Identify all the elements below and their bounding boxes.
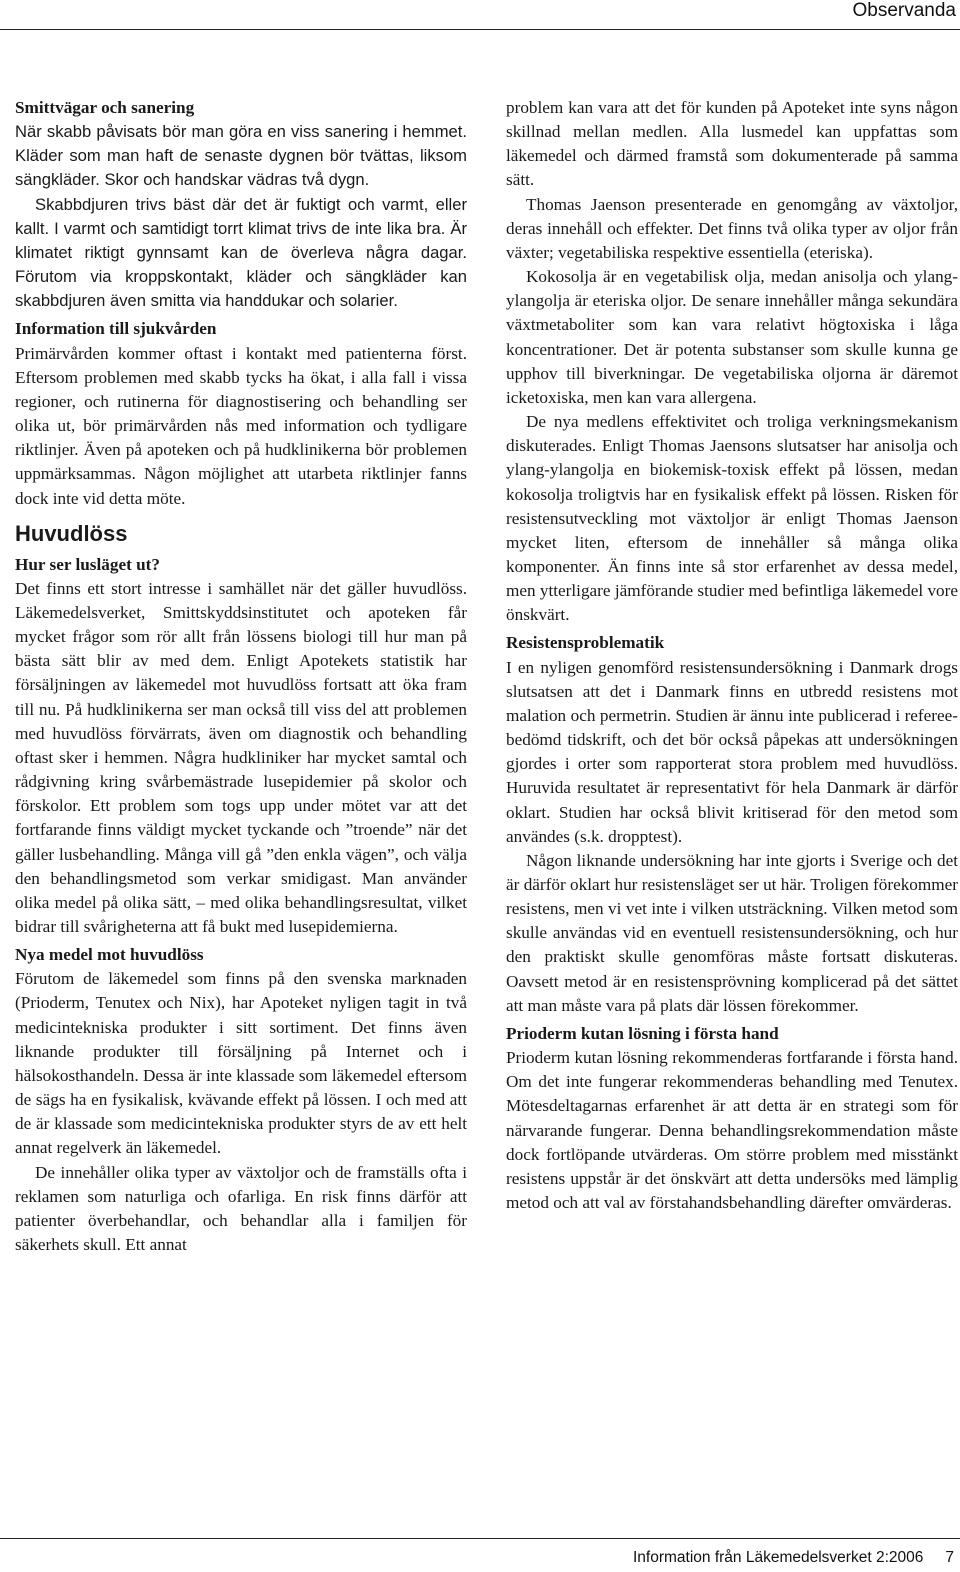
right-column <box>506 96 958 1215</box>
paragraph: Prioderm kutan lösning rekommenderas fortfarande i första hand. Om det inte fungerar rekommenderas behandling med Tenutex. Mötesdeltagarnas erfarenhet är att detta är en strategi som för närvarande fungerar. Denna behandlingsrekommendation måste dock fortlöpande utvärderas. Om större problem med misstänkt resistens uppstår är det önskvärt att detta undersöks med lämplig metod och att val av förstahandsbehandling därefter omvärderas. <box>506 1048 958 1213</box>
heading-prioderm: Prioderm kutan lösning i första hand <box>506 1023 779 1043</box>
paragraph: De innehåller olika typer av växtoljor och de framställs ofta i reklamen som naturliga och ofarliga. En risk finns därför att patienter överbehandlar, och behandlar alla i familjen för säkerhets skull. Ett annat <box>15 1162 467 1255</box>
footer-rule <box>0 1538 960 1539</box>
paragraph: Thomas Jaenson presenterade en genomgång av växtoljor, deras innehåll och effekter. Det finns två olika typer av oljor från växter; vegetabiliska respektive essentiella (eteriska). <box>506 194 958 262</box>
paragraph: Kokosolja är en vegetabilisk olja, medan anisolja och ylang-ylangolja är eteriska oljor. De senare innehåller många sekundära växtmetaboliter som kan vara relativt högtoxiska i låga koncentrationer. Det är potenta substanser som skulle kunna ge upphov till biverkningar. De vegetabiliska oljorna är däremot icketoxiska, men kan vara allergena. <box>506 267 958 407</box>
heading-smittvagar: Smittvägar och sanering <box>15 98 195 117</box>
heading-information-sjukvarden: Information till sjukvården <box>15 319 217 339</box>
page-footer <box>633 1549 954 1567</box>
section-label: Observanda <box>852 0 956 21</box>
paragraph: Förutom de läkemedel som finns på den svenska marknaden (Prioderm, Tenutex och Nix), har Apoteket nyligen tagit in två medicintekniska produkter i sitt sortiment. Det finns även liknande produkter till försäljning på Internet och i hälsokosthandeln. Dessa är inte klassade som läkemedel eftersom de sägs ha en fysikalisk, kvävande effekt på lössen. I och med att de är klassade som medicintekniska produkter styrs de av ett helt annat regelverk än läkemedel. <box>15 969 467 1158</box>
paragraph: I en nyligen genomförd resistensundersökning i Danmark drogs slutsatsen att det i Danmark finns en utbredd resistens mot malation och permetrin. Studien är ännu inte publicerad i referee-bedömd tidskrift, och det bör också påpekas att undersökningen gjordes i orter som rapporterat stora problem med huvudlöss. Huruvida resultatet är representativt för hela Danmark är därför oklart. Studien har också blivit kritiserad för den metod som användes (s.k. dropptest). <box>506 657 958 846</box>
page-number: 7 <box>945 1549 954 1566</box>
publication-title: Information från Läkemedelsverket 2:2006 <box>633 1549 924 1566</box>
paragraph: problem kan vara att det för kunden på Apoteket inte syns någon skillnad mellan medlen. Alla lusmedel kan uppfattas som läkemedel och därmed framstå som dokumenterade på samma sätt. <box>506 98 958 190</box>
heading-nya-medel: Nya medel mot huvudlöss <box>15 945 204 965</box>
heading-lusläget: Hur ser lusläget ut? <box>15 554 160 574</box>
paragraph: Det finns ett stort intresse i samhället när det gäller huvudlöss. Läkemedelsverket, Smittskyddsinstitutet och apoteken får mycket frågor som rör allt från lössens biologi till hur man på bästa sätt blir av med dem. Enligt Apotekets statistik har försäljningen av läkemedel mot huvudlöss fortsatt att öka fram till nu. På hudklinikerna ser man också till viss del att problemen med huvudlöss förvärrats, även om diagnostik och behandling oftast sker i hemmen. Några hudkliniker har mycket samtal och rådgivning kring svårbemästrade lusepidemier på skolor och förskolor. Ett problem som togs upp under mötet var att det fortfarande finns väldigt mycket tyckande och ”troende” när det gäller lusbehandling. Många vill gå ”den enkla vägen”, och välja den behandlingsmetod som verkar smidigast. Man använder olika medel på olika sätt, – med olika behandlingsresultat, vilket bidrar till svårigheterna att få bukt med lusepidemierna. <box>15 578 467 936</box>
header-rule <box>0 29 960 30</box>
left-column <box>15 96 467 1257</box>
heading-resistensproblematik: Resistensproblematik <box>506 633 665 653</box>
paragraph: När skabb påvisats bör man göra en viss sanering i hemmet. Kläder som man haft de senaste dygnen bör tvättas, liksom sängkläder. Skor och handskar vädras två dygn. <box>15 122 467 190</box>
paragraph: Någon liknande undersökning har inte gjorts i Sverige och det är därför oklart hur resistensläget ser ut här. Troligen förekommer resistens, men vi vet inte i vilken utsträckning. Vilken metod som skulle användas vid en eventuell resistensundersökning, och hur den praktiskt skulle genomföras måste fortsatt diskuteras. Oavsett metod är en resistensprövning komplicerad på det sättet att man måste vara på plats där lössen förekommer. <box>506 850 958 1015</box>
paragraph: De nya medlens effektivitet och troliga verkningsmekanism diskuterades. Enligt Thomas Jaensons slutsatser har anisolja och ylang-ylangolja en biokemisk-toxisk effekt på lössen, medan kokosolja troligtvis har en fysikalisk effekt på lössen. Risken för resistensutveckling mot växtoljor är enligt Thomas Jaenson mycket liten, eftersom de innehåller så många olika komponenter. Än finns inte så stor erfarenhet av dessa medel, men ytterligare jämförande studier med befintliga läkemedel vore önskvärt. <box>506 412 958 625</box>
paragraph: Skabbdjuren trivs bäst där det är fuktigt och varmt, eller kallt. I varmt och samtidigt torrt klimat trivs de inte lika bra. Är klimatet riktigt gynnsamt kan de överleva några dagar. Förutom via kroppskontakt, kläder och sängkläder kan skabbdjuren även smitta via handdukar och solarier. <box>15 194 467 311</box>
paragraph: Primärvården kommer oftast i kontakt med patienterna först. Eftersom problemen med skabb tycks ha ökat, i alla fall i vissa regioner, och rutinerna för diagnostisering och behandling ser olika ut, bör primärvården nås med information och tydligare riktlinjer. Även på apoteken och på hudklinikerna bör problemen uppmärksammas. Någon möjlighet att utarbeta riktlinjer fanns dock inte vid detta möte. <box>15 343 467 508</box>
section-heading-huvudloss: Huvudlöss <box>15 520 128 546</box>
